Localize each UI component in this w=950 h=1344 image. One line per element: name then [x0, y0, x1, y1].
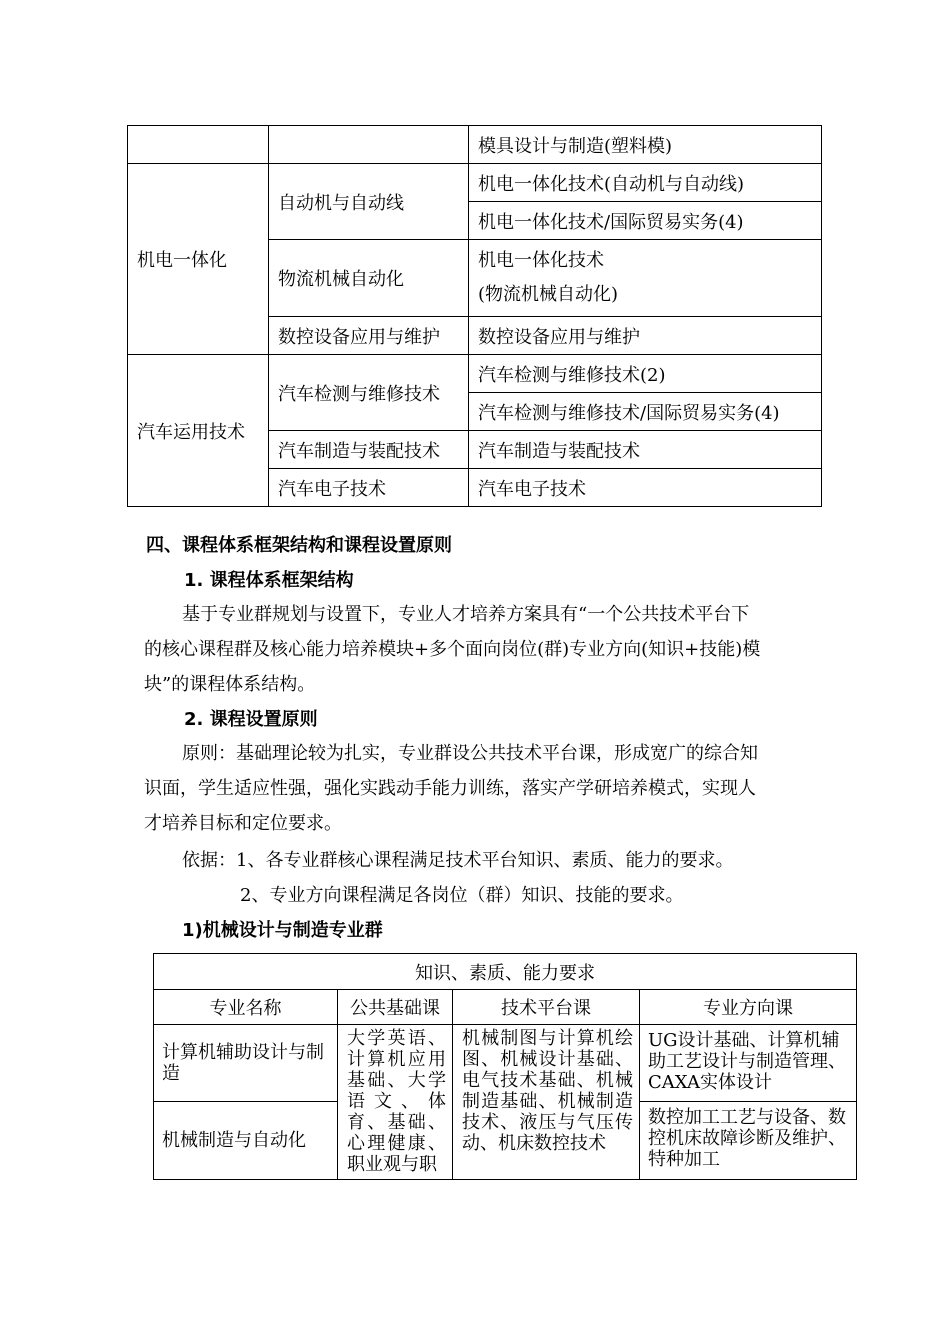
header-cell: 专业名称	[154, 990, 338, 1025]
table-cell: 大学英语、计算机应用基础、大学语文、体育、基础、心理健康、职业观与职	[338, 1025, 453, 1180]
table-cell: 机电一体化技术/国际贸易实务(4)	[469, 202, 822, 240]
major-mapping-table	[127, 125, 822, 507]
table-cell: 自动机与自动线	[269, 164, 469, 240]
table-cell: 计算机辅助设计与制造	[154, 1025, 338, 1102]
header-cell: 公共基础课	[338, 990, 453, 1025]
table-cell	[469, 240, 822, 317]
table-cell: 机电一体化	[128, 164, 269, 355]
paragraph-line: 识面，学生适应性强，强化实践动手能力训练，落实产学研培养模式，实现人	[144, 778, 756, 799]
cell-line: (物流机械自动化)	[478, 284, 619, 305]
table-cell: 汽车制造与装配技术	[269, 431, 469, 469]
paragraph-line: 依据：1、各专业群核心课程满足技术平台知识、素质、能力的要求。	[182, 850, 734, 871]
table-cell: 数控设备应用与维护	[469, 317, 822, 355]
section-heading: 四、课程体系框架结构和课程设置原则	[146, 535, 452, 556]
table-cell: 汽车制造与装配技术	[469, 431, 822, 469]
paragraph-line: 才培养目标和定位要求。	[144, 813, 342, 834]
table-cell: 汽车电子技术	[269, 469, 469, 507]
table-cell: 汽车检测与维修技术/国际贸易实务(4)	[469, 393, 822, 431]
table-cell	[269, 126, 469, 164]
header-cell: 技术平台课	[453, 990, 640, 1025]
table-cell: 模具设计与制造(塑料模)	[469, 126, 822, 164]
paragraph-line: 基于专业群规划与设置下，专业人才培养方案具有“一个公共技术平台下	[182, 604, 750, 625]
table-cell: 数控加工工艺与设备、数控机床故障诊断及维护、特种加工	[640, 1102, 857, 1180]
paragraph-line: 的核心课程群及核心能力培养模块+多个面向岗位(群)专业方向(知识+技能)模	[144, 639, 761, 660]
cell-line: 机电一体化技术	[478, 250, 604, 271]
table-cell: 机械制造与自动化	[154, 1102, 338, 1180]
table-cell: 物流机械自动化	[269, 240, 469, 317]
group-heading: 1)机械设计与制造专业群	[182, 920, 383, 941]
paragraph-line: 块”的课程体系结构。	[144, 674, 316, 695]
table-cell: 汽车检测与维修技术	[269, 355, 469, 431]
table-title-cell: 知识、素质、能力要求	[154, 954, 857, 990]
subsection-heading: 2. 课程设置原则	[184, 709, 318, 730]
header-cell: 专业方向课	[640, 990, 857, 1025]
table-cell: 汽车电子技术	[469, 469, 822, 507]
table-cell: UG设计基础、计算机辅助工艺设计与制造管理、 CAXA实体设计	[640, 1025, 857, 1102]
paragraph-line: 原则：基础理论较为扎实，专业群设公共技术平台课，形成宽广的综合知	[182, 743, 758, 764]
table-cell	[128, 126, 269, 164]
course-requirements-table	[153, 953, 857, 1180]
table-cell: 机电一体化技术(自动机与自动线)	[469, 164, 822, 202]
table-cell: 机械制图与计算机绘图、机械设计基础、电气技术基础、机械制造基础、机械制造技术、液压与气压传动、机床数控技术	[453, 1025, 640, 1180]
table-cell: 汽车检测与维修技术(2)	[469, 355, 822, 393]
paragraph-line: 2、专业方向课程满足各岗位（群）知识、技能的要求。	[240, 885, 684, 906]
table-cell: 汽车运用技术	[128, 355, 269, 507]
table-cell: 数控设备应用与维护	[269, 317, 469, 355]
subsection-heading: 1. 课程体系框架结构	[184, 570, 354, 591]
